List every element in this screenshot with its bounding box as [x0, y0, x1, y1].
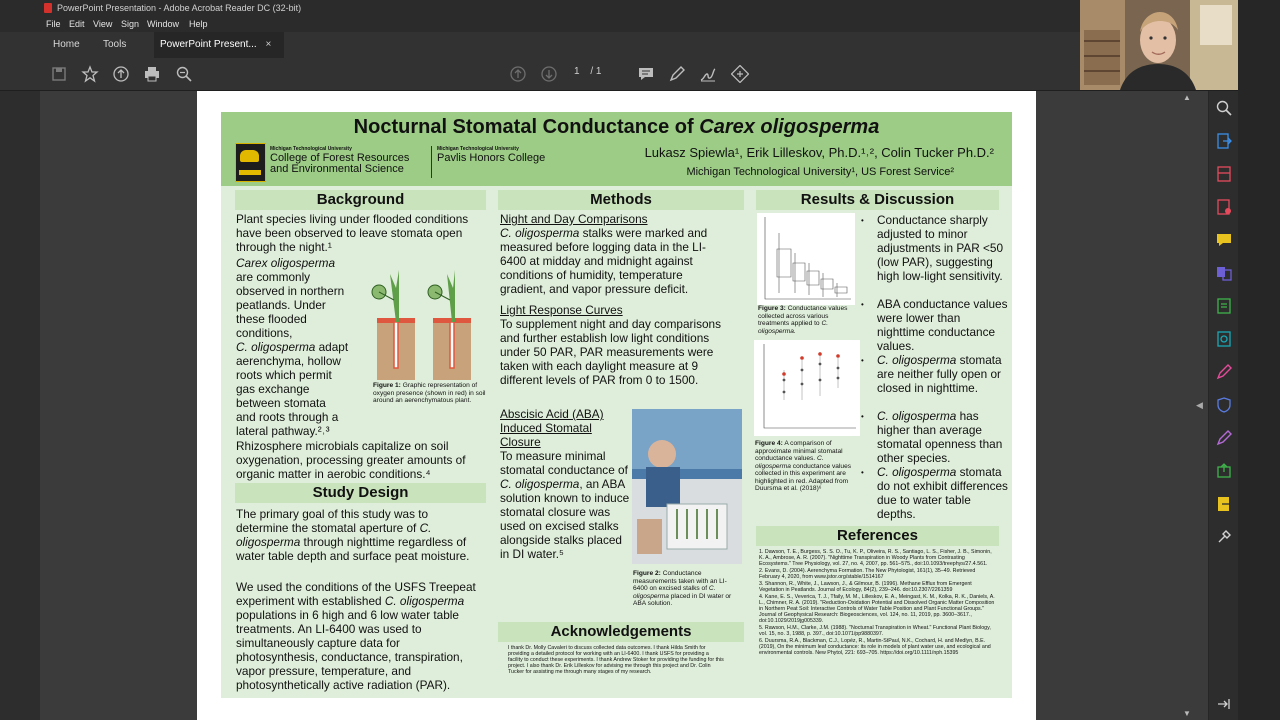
figure-2-species: C. oligosperma [633, 585, 716, 600]
background-line: aerenchyma, hollow [236, 354, 341, 368]
bullet-dot: • [861, 216, 864, 225]
protect-icon[interactable] [1215, 396, 1233, 414]
study-design-paragraph-2 [236, 580, 480, 692]
figure-3-caption [758, 305, 860, 335]
figure-4-text: conductance values collected in this experiment are highlighted in red. Adapted from Duursma et al. (2018)⁶ [755, 462, 852, 492]
figure-1-graphic [365, 270, 485, 380]
bullet-text: ABA conductance values were lower than nighttime conductance values. [877, 297, 1008, 353]
acrobat-app-icon [44, 3, 52, 13]
methods-paragraph-1 [500, 226, 726, 296]
zoom-search-icon[interactable] [175, 65, 193, 83]
sign-icon[interactable] [1215, 429, 1233, 447]
right-tools-panel [1208, 91, 1239, 720]
reference-item: 6. Duursma, R.A., Blackman, C.J., Lopéz, R., Martin-StPaul, N.K., Cochard, H. and Medlyn, B.E. (2019), On the minimum leaf conductance: its role in models of plant water use, and ecological and environmental controls. New Phytol, 221: 693–705. https://doi.org/10.1111/nph.15395 [759, 638, 991, 656]
bullet-text: stomata are neither fully open or closed in nighttime. [877, 353, 1002, 395]
methods-heading: Methods [498, 190, 744, 210]
study-text: The primary goal of this study was to determine the stomatal aperture of [236, 507, 429, 535]
background-line: between stomata [236, 396, 326, 410]
scroll-down-arrow-icon[interactable]: ▼ [1183, 709, 1191, 718]
reference-item: 5. Rawson, H.M., Clarke, J.M. (1988). "Nocturnal Transpiration in Wheat." Functional Plant Biology, vol. 15, no. 3, 1988, p. 397., doi:10.1071/pp9880397. [759, 625, 991, 637]
bullet-text: has higher than average stomatal openness than other species. [877, 409, 1003, 465]
poster-title-prefix: Nocturnal Stomatal Conductance of [353, 116, 700, 138]
methods-text: To measure minimal stomatal conductance of [500, 449, 628, 477]
expand-panel-icon[interactable] [1215, 695, 1233, 713]
bullet-text: stomata do not exhibit differences due to water table depths. [877, 465, 1008, 521]
send-file-icon[interactable] [1215, 495, 1233, 513]
highlight-pen-icon[interactable] [668, 65, 686, 83]
reference-text: Evans, D. (2004). Aerenchyma Formation. The New Phytologist, 161(1), 35–49. Retrieved February 4, 2020, from www.jstor.org/stable/1514167 [759, 568, 976, 580]
more-tools-icon[interactable] [731, 65, 749, 83]
menu-window[interactable]: Window [147, 19, 180, 29]
poster-title-species: Carex oligosperma [699, 116, 880, 138]
bullet-species: C. oligosperma [877, 409, 957, 423]
reference-item: 4. Kane, E. S., Veverica, T. J., Tfaily, M. M., Lilleskov, E. A., Meingast, K. M., Kolka, R. K., Daniels, A. L., Chimner, R. A. (2019). "Reduction-Oxidation Potential and Dissolved Organic Matter Composition in Northern Peat Soil: Interactive Controls of Water Table Position and Plant Functional Groups." Journal of Geophysical Research: Biogeosciences, vol. 124, no. 11, 2019, pp. 3600–3617., doi:10.1029/2019jg005339. [759, 594, 995, 624]
background-line: gas exchange [236, 382, 310, 396]
webcam-overlay [1080, 0, 1238, 90]
figure-2-text: placed in DI water or ABA solution. [633, 592, 732, 607]
bullet-dot: • [861, 300, 864, 309]
background-line: observed in northern [236, 284, 345, 298]
reference-text: Shannon, R., White, J., Lawson, J., & Gilmour, B. (1996). Methane Efflux from Emergent Vegetation in Peatlands. Journal of Ecology, 84(2), 239–246. doi:10.2307/2261359 [759, 581, 972, 593]
sign-icon[interactable] [699, 65, 717, 83]
figure-4-text: A comparison of approximate minimal stomatal conductance values. [755, 440, 843, 462]
methods-paragraph-2: To supplement night and day comparisons and further establish low light conditions under 50 PAR, PAR measurements were taken with each daylight measure at 9 different levels of PAR from 0 to 1500. [500, 317, 721, 387]
bullet-species: C. oligosperma [877, 465, 957, 479]
methods-species: C. oligosperma [500, 477, 580, 491]
menu-edit[interactable]: Edit [69, 19, 85, 29]
reference-text: Dawson, T. E., Burgess, S. S. O., Tu, K. P., Oliveira, R. S., Santiago, L. S., Fisher, J. B., Simonin, K. A., Ambrose, A. R. (2007). "Nighttime Transpiration in Woody Plants from Contrasting Ecosystems." Tree Physiology, vol. 27, no. 4, 2007, pp. 561–575., doi:10.1093/treephys/27.4.561. [759, 549, 992, 567]
institution-1-university: Michigan Technological University [270, 146, 352, 152]
figure-2-label: Figure 2: [633, 570, 661, 577]
poster [221, 112, 1012, 698]
bullet-dot: • [861, 412, 864, 421]
more-tools-icon[interactable] [1215, 528, 1233, 546]
figure-2-photo [632, 409, 742, 564]
tab-home[interactable]: Home [53, 39, 80, 50]
upload-icon[interactable] [112, 65, 130, 83]
figure-3-text: Conductance values collected across various treatments applied to [758, 305, 848, 327]
save-icon[interactable] [50, 65, 68, 83]
figure-3-label: Figure 3: [758, 305, 786, 312]
poster-affiliations: Michigan Technological University¹, US Forest Service² [686, 166, 954, 178]
poster-title [221, 116, 1012, 139]
references-heading: References [756, 526, 999, 546]
figure-1-caption [373, 382, 489, 405]
background-line: and roots through a [236, 410, 339, 424]
background-paragraph-4: Rhizosphere microbials capitalize on soil oxygenation, processing greater amounts of organic matter in aerobic conditions.⁴ [236, 439, 466, 481]
study-text: through nighttime regardless of water table depth and surface peat moisture. [236, 535, 470, 563]
institution-divider [431, 146, 432, 178]
background-line: lateral pathway.²˒³ [236, 424, 330, 438]
comment-icon[interactable] [637, 65, 655, 83]
bullet-species: C. oligosperma [877, 353, 957, 367]
study-design-heading: Study Design [235, 483, 486, 503]
window-title: PowerPoint Presentation - Adobe Acrobat Reader DC (32-bit) [57, 3, 302, 13]
menu-help[interactable]: Help [189, 19, 208, 29]
background-species-2: C. oligosperma [236, 340, 316, 354]
tab-document[interactable] [154, 32, 284, 58]
acknowledgements-heading: Acknowledgements [498, 622, 744, 642]
reference-text: Rawson, H.M., Clarke, J.M. (1988). "Nocturnal Transpiration in Wheat." Functional Plant Biology, vol. 15, no. 3, 1988, p. 397., doi:10.1071/pp9880397. [759, 625, 991, 637]
study-species: C. oligosperma [236, 521, 432, 549]
figure-4-species: C. oligosperma [755, 455, 824, 470]
window-edge [1238, 0, 1280, 720]
bullet-dot: • [861, 356, 864, 365]
institution-1-line-2: and Environmental Science [270, 163, 404, 175]
tab-tools[interactable]: Tools [103, 39, 127, 50]
organize-pages-icon[interactable] [1215, 165, 1233, 183]
figure-4-caption [755, 440, 859, 493]
tab-document-label: PowerPoint Present... [160, 39, 257, 50]
results-bullet-2 [877, 297, 1009, 353]
page-current[interactable]: 1 [574, 66, 580, 77]
methods-text: , an ABA solution known to induce stomatal closure was used on excised stalks alongside stalks placed in DI water.⁵ [500, 477, 630, 561]
combine-files-icon[interactable] [1215, 264, 1233, 282]
institution-1-name [270, 153, 409, 175]
page-total: / 1 [590, 66, 602, 77]
background-line: are commonly [236, 270, 311, 284]
reference-text: Kane, E. S., Veverica, T. J., Tfaily, M. M., Lilleskov, E. A., Meingast, K. M., Kolka, R. K., Daniels, A. L., Chimner, R. A. (2019). "Reduction-Oxidation Potential and Dissolved Organic Matter Composition in Northern Peat Soil: Interactive Controls of Water Table Position and Plant Functional Groups." Journal of Geophysical Research: Biogeosciences, vol. 124, no. 11, 2019, pp. 3600–3617., doi:10.1029/2019jg005339. [759, 594, 995, 624]
background-paragraph-1: Plant species living under flooded conditions have been observed to leave stomata open through the night.¹ [236, 212, 469, 254]
study-text: We used the conditions of the USFS Treepeat experiment with established [236, 580, 476, 608]
background-line: peatlands. Under [236, 298, 326, 312]
figure-3-boxplot [757, 213, 855, 305]
methods-subheading-3: Abscisic Acid (ABA) Induced Stomatal Closure [500, 407, 604, 449]
menu-sign[interactable]: Sign [121, 19, 140, 29]
results-bullet-5 [877, 465, 1009, 521]
references-list [759, 549, 995, 656]
background-species-1: Carex oligosperma [236, 256, 336, 270]
study-text: populations in 6 high and 6 low water table treatments. An LI-6400 was used to simultaneously capture data for photosynthesis, conductance, transpiration, vapor pressure, temperature, and photosynthetically active radiation (PAR). [236, 608, 463, 692]
page-up-icon[interactable] [509, 65, 527, 83]
edit-pdf-icon[interactable] [1215, 297, 1233, 315]
methods-species: C. oligosperma [500, 226, 580, 240]
figure-2-caption [633, 570, 741, 608]
acknowledgements-text: I thank Dr. Molly Cavaleri to discuss collected data outcomes. I thank Hilda Smith for providing a detailed protocol for working with an LI-6400. I thank USFS for providing a facility to conduct these experiments. I thank Andrew Stoker for providing the funding for this project. I also thank Dr. Erik Lilleskov for advising me through this project and Dr. Colin Tucker for assisting me through many stages of my research. [508, 645, 724, 675]
results-bullet-4 [877, 409, 1009, 465]
methods-text: stalks were marked and measured before logging data in the LI-6400 at midday and midnight against conditions of humidity, temperature gradient, and vapor pressure deficit. [500, 226, 708, 296]
results-bullet-1 [877, 213, 1009, 283]
left-navigation-rail [0, 91, 40, 720]
background-heading: Background [235, 190, 486, 210]
page-indicator[interactable] [574, 66, 601, 77]
results-bullet-3 [877, 353, 1009, 395]
page-down-icon[interactable] [540, 65, 558, 83]
fill-sign-icon[interactable] [1215, 363, 1233, 381]
reference-item: 3. Shannon, R., White, J., Lawson, J., & Gilmour, B. (1996). Methane Efflux from Emergent Vegetation in Peatlands. Journal of Ecology, 84(2), 239–246. doi:10.2307/2261359 [759, 581, 972, 593]
poster-header [221, 112, 1012, 186]
results-heading: Results & Discussion [756, 190, 999, 210]
figure-4-label: Figure 4: [755, 440, 783, 447]
bullet-dot: • [861, 468, 864, 477]
reference-item: 2. Evans, D. (2004). Aerenchyma Formation. The New Phytologist, 161(1), 35–49. Retrieved February 4, 2020, from www.jstor.org/stable/1514167 [759, 568, 976, 580]
create-pdf-icon[interactable] [1215, 198, 1233, 216]
institution-2-university: Michigan Technological University [437, 146, 519, 152]
methods-subheading-1: Night and Day Comparisons [500, 212, 648, 226]
figure-1-caption-text: Graphic representation of oxygen presence (shown in red) in soil around an aerenchymatous plant. [373, 382, 486, 404]
figure-2-text: Conductance measurements taken with an LI-6400 on excised stalks of [633, 570, 727, 592]
study-design-paragraph-1 [236, 507, 480, 563]
figure-1-label: Figure 1: [373, 382, 401, 389]
study-species: C. oligosperma [384, 594, 465, 608]
scroll-up-arrow-icon[interactable]: ▲ [1183, 93, 1191, 102]
print-icon[interactable] [143, 65, 161, 83]
reference-text: Duursma, R.A., Blackman, C.J., Lopéz, R., Martin-StPaul, N.K., Cochard, H. and Medlyn, B.E. (2019), On the minimum leaf conductance: its role in models of plant water use, and ecological and environmental controls. New Phytol, 221: 693–705. https://doi.org/10.1111/nph.15395 [759, 638, 991, 656]
institution-2-name: Pavlis Honors College [437, 152, 546, 164]
tab-close-icon[interactable]: × [265, 39, 272, 50]
collapse-right-panel-icon[interactable]: ◀ [1196, 400, 1203, 410]
methods-subheading-2: Light Response Curves [500, 303, 623, 317]
scan-icon[interactable] [1215, 330, 1233, 348]
bookmark-star-icon[interactable] [81, 65, 99, 83]
poster-authors: Lukasz Spiewla¹, Erik Lilleskov, Ph.D.¹˒², Colin Tucker Ph.D.² [644, 145, 994, 160]
institution-1-line-1: College of Forest Resources [270, 152, 410, 164]
share-icon[interactable] [1215, 462, 1233, 480]
menu-file[interactable]: File [46, 19, 61, 29]
figure-4-scatter [754, 340, 860, 436]
menu-view[interactable]: View [93, 19, 113, 29]
university-logo [235, 143, 266, 182]
background-line: adapt [318, 340, 349, 354]
background-paragraph-2 [236, 256, 368, 438]
reference-item: 1. Dawson, T. E., Burgess, S. S. O., Tu, K. P., Oliveira, R. S., Santiago, L. S., Fisher, J. B., Simonin, K. A., Ambrose, A. R. (2007). "Nighttime Transpiration in Woody Plants from Contrasting Ecosystems." Tree Physiology, vol. 27, no. 4, 2007, pp. 561–575., doi:10.1093/treephys/27.4.561. [759, 549, 992, 567]
methods-paragraph-3 [500, 449, 630, 561]
comment-icon[interactable] [1215, 231, 1233, 249]
figure-3-species: C. oligosperma. [758, 320, 829, 335]
background-line: conditions, [236, 326, 293, 340]
zoom-icon[interactable] [1215, 99, 1233, 117]
bullet-text: Conductance sharply adjusted to minor adjustments in PAR <50 (low PAR), suggesting high low-light sensitivity. [877, 213, 1004, 283]
background-line: roots which permit [236, 368, 332, 382]
export-pdf-icon[interactable] [1215, 132, 1233, 150]
background-line: these flooded [236, 312, 307, 326]
